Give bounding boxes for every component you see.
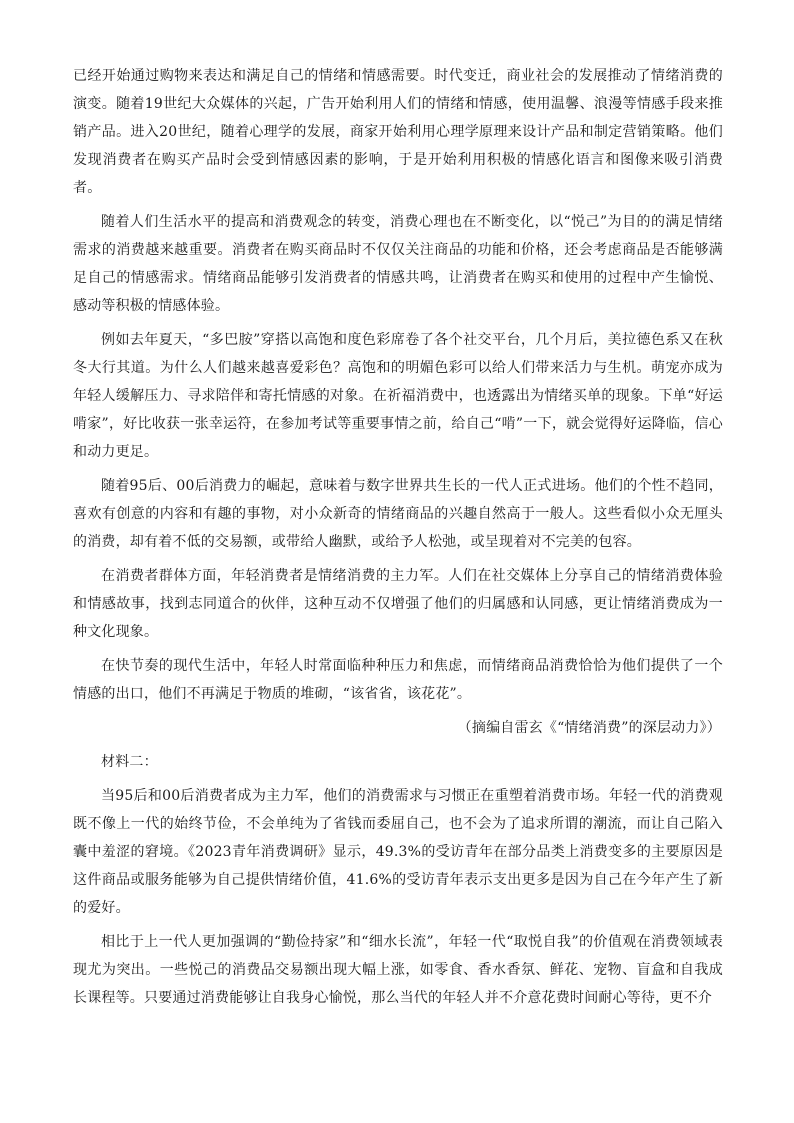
source-citation: （摘编自雷玄《“情绪消费”的深层动力》） xyxy=(457,720,721,736)
paragraph-continued: 已经开始通过购物来表达和满足自己的情绪和情感需要。时代变迁，商业社会的发展推动了情绪消费的演变。随着19世纪大众媒体的兴起，广告开始利用人们的情绪和情感，使用温馨、浪漫等情感手段来推销产品。进入20世纪，随着心理学的发展，商家开始利用心理学原理来设计产品和制定营销策略。他们发现消费者在购买产品时会受到情感因素的影响，于是开始利用积极的情感化语言和图像来吸引消费者。 xyxy=(73,68,723,196)
paragraph-social-media: 在消费者群体方面，年轻消费者是情绪消费的主力军。人们在社交媒体上分享自己的情绪消费体验和情感故事，找到志同道合的伙伴，这种互动不仅增强了他们的归属感和认同感，更让情绪消费成为一种文化现象。 xyxy=(73,568,723,640)
material-two-label: 材料二： xyxy=(101,754,158,770)
paragraph-self-pleasing: 相比于上一代人更加强调的“勤俭持家”和“细水长流”，年轻一代“取悦自我”的价值观在消费领域表现尤为突出。一些悦己的消费品交易额出现大幅上涨，如零食、香水香氛、鲜花、宠物、盲盒和自我成长课程等。只要通过消费能够让自我身心愉悦，那么当代的年轻人并不介意花费时间耐心等待，更不介 xyxy=(73,934,723,1006)
paragraph-young-consumers: 随着95后、00后消费力的崛起，意味着与数字世界共生长的一代人正式进场。他们的个性不趋同，喜欢有创意的内容和有趣的事物，对小众新奇的情绪商品的兴趣自然高于一般人。这些看似小众无厘头的消费，却有着不低的交易额，或带给人幽默，或给予人松弛，或呈现着对不完美的包容。 xyxy=(73,478,723,550)
document-body xyxy=(73,62,723,1018)
paragraph-fast-pace: 在快节奏的现代生活中，年轻人时常面临种种压力和焦虑，而情绪商品消费恰恰为他们提供了一个情感的出口，他们不再满足于物质的堆砌，“该省省，该花花”。 xyxy=(73,658,723,702)
paragraph-dopamine-example: 例如去年夏天，“多巴胺”穿搭以高饱和度色彩席卷了各个社交平台，几个月后，美拉德色系又在秋冬大行其道。为什么人们越来越喜爱彩色？高饱和的明媚色彩可以给人们带来活力与生机。萌宠亦成为年轻人缓解压力、寻求陪伴和寄托情感的对象。在祈福消费中，也透露出为情绪买单的现象。下单“好运啃家”，好比收获一张幸运符，在参加考试等重要事情之前，给自己“啃”一下，就会觉得好运降临，信心和动力更足。 xyxy=(73,332,723,460)
paragraph-emotional-needs: 随着人们生活水平的提高和消费观念的转变，消费心理也在不断变化，以“悦己”为目的的满足情绪需求的消费越来越重要。消费者在购买商品时不仅仅关注商品的功能和价格，还会考虑商品是否能够满足自己的情感需求。情绪商品能够引发消费者的情感共鸣，让消费者在购买和使用的过程中产生愉悦、感动等积极的情感体验。 xyxy=(73,214,723,314)
paragraph-survey: 当95后和00后消费者成为主力军，他们的消费需求与习惯正在重塑着消费市场。年轻一代的消费观既不像上一代的始终节俭，不会单纯为了省钱而委屈自己，也不会为了追求所谓的潮流，而让自己陷入囊中羞涩的窘境。《2023青年消费调研》显示，49.3%的受访青年在部分品类上消费变多的主要原因是这件商品或服务能够为自己提供情绪价值，41.6%的受访青年表示支出更多是因为自己在今年产生了新的爱好。 xyxy=(73,788,723,916)
